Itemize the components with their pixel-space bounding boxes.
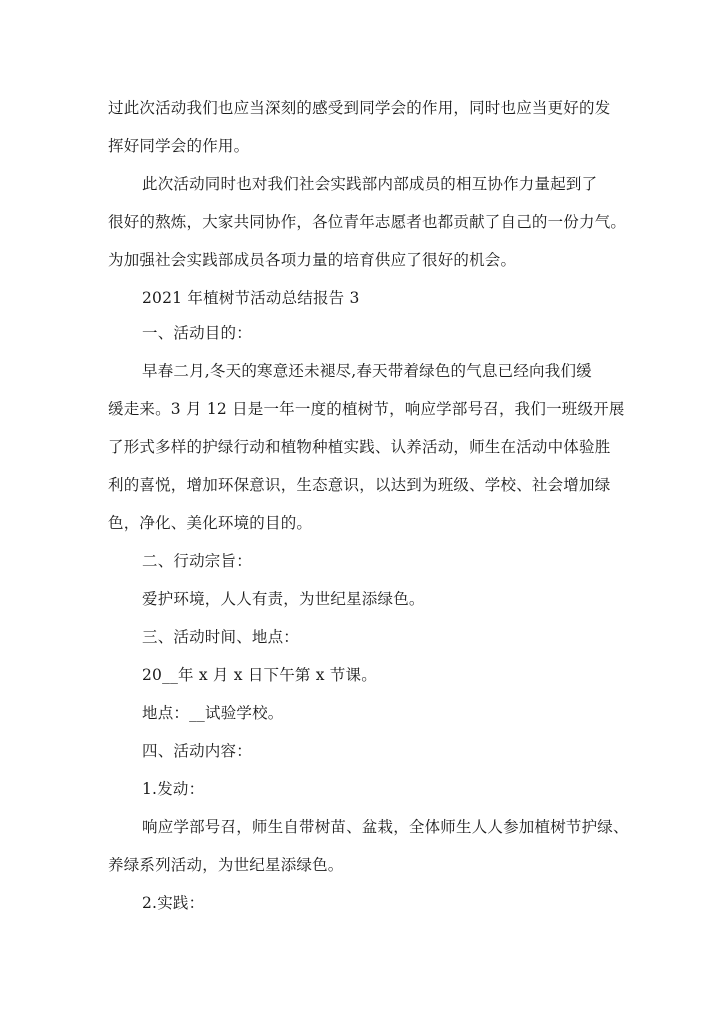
paragraph-line: 响应学部号召，师生自带树苗、盆栽，全体师生人人参加植树节护绿、 xyxy=(142,818,629,836)
paragraph-line: 养绿系列活动，为世纪星添绿色。 xyxy=(108,856,344,874)
paragraph-line: 爱护环境，人人有责，为世纪星添绿色。 xyxy=(142,590,425,608)
paragraph-line: 利的喜悦，增加环保意识，生态意识，以达到为班级、学校、社会增加绿 xyxy=(108,476,611,494)
paragraph-line: 很好的熬炼，大家共同协作，各位青年志愿者也都贡献了自己的一份力气。 xyxy=(108,213,627,231)
subheading: 1.发动： xyxy=(142,780,205,798)
paragraph-line: 为加强社会实践部成员各项力量的培育供应了很好的机会。 xyxy=(108,251,517,269)
paragraph-line: 了形式多样的护绿行动和植物种植实践、认养活动，师生在活动中体验胜 xyxy=(108,438,611,456)
heading: 四、活动内容： xyxy=(142,742,252,760)
paragraph-line: 此次活动同时也对我们社会实践部内部成员的相互协作力量起到了 xyxy=(142,175,598,193)
paragraph-line: 过此次活动我们也应当深刻的感受到同学会的作用，同时也应当更好的发 xyxy=(108,99,611,117)
subheading: 2.实践： xyxy=(142,894,205,912)
section-title: 2021 年植树节活动总结报告 3 xyxy=(142,289,360,307)
paragraph-line: 色，净化、美化环境的目的。 xyxy=(108,514,313,532)
paragraph-line: 20__年 x 月 x 日下午第 x 节课。 xyxy=(142,666,377,684)
paragraph-line: 缓走来。3 月 12 日是一年一度的植树节，响应学部号召，我们一班级开展 xyxy=(108,400,625,418)
paragraph-line: 挥好同学会的作用。 xyxy=(108,137,250,155)
heading: 三、活动时间、地点： xyxy=(142,628,300,646)
paragraph-line: 地点：__试验学校。 xyxy=(142,704,284,722)
paragraph-line: 早春二月,冬天的寒意还未褪尽,春天带着绿色的气息已经向我们缓 xyxy=(142,362,592,380)
heading: 一、活动目的： xyxy=(142,324,252,342)
heading: 二、行动宗旨： xyxy=(142,552,252,570)
